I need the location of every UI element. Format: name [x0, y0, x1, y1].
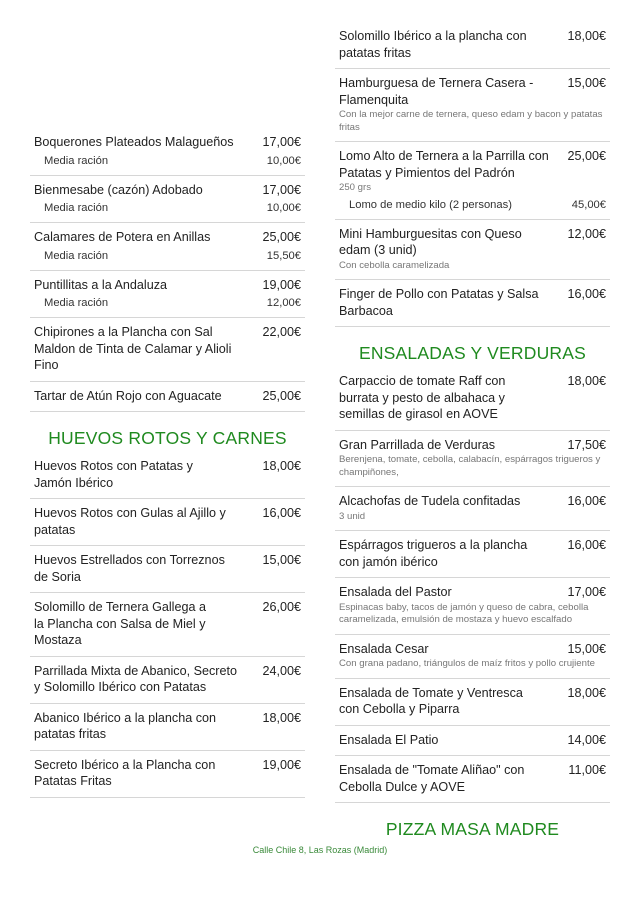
item-price: 24,00€ — [262, 663, 301, 678]
menu-item — [335, 679, 610, 726]
menu-item — [335, 635, 610, 679]
section-title-ensaladas-verduras: ENSALADAS Y VERDURAS — [358, 343, 587, 363]
item-price: 19,00€ — [262, 277, 301, 292]
item-name: Solomillo Ibérico a la plancha con patatas fritas — [339, 29, 527, 60]
item-name: Bienmesabe (cazón) Adobado — [34, 182, 203, 197]
menu-item — [30, 751, 305, 798]
large-portion-label: Lomo de medio kilo (2 personas) — [349, 198, 512, 211]
menu-item — [335, 578, 610, 635]
menu-item — [335, 726, 610, 757]
item-name: Ensalada El Patio — [339, 732, 439, 747]
menu-item — [30, 704, 305, 751]
half-portion-label: Media ración — [44, 154, 109, 167]
menu-item — [335, 487, 610, 531]
item-name: Parrillada Mixta de Abanico, Secreto y Solomillo Ibérico con Patatas — [34, 663, 238, 694]
item-price: 18,00€ — [262, 459, 301, 473]
item-name: Finger de Pollo con Patatas y Salsa Barbacoa — [339, 287, 539, 318]
menu-item — [335, 142, 610, 220]
item-price: 17,00€ — [262, 182, 301, 197]
menu-column-right — [335, 22, 610, 843]
menu-item — [335, 69, 610, 142]
menu-item — [30, 271, 305, 319]
item-name: Carpaccio de tomate Raff con burrata y pesto de albahaca y semillas de girasol en AOVE — [339, 374, 506, 421]
item-price: 16,00€ — [567, 287, 606, 301]
item-name: Chipirones a la Plancha con Sal Maldon de Tinta de Calamar y Alioli Fino — [34, 325, 232, 372]
item-description: Espinacas baby, tacos de jamón y queso de cabra, cebolla caramelizada, emulsión de mostaza y huevo escalfado — [339, 601, 589, 625]
item-name: Mini Hamburguesitas con Queso edam (3 unid) — [339, 226, 522, 257]
item-price: 18,00€ — [567, 685, 606, 700]
menu-item — [335, 756, 610, 803]
item-name: Tartar de Atún Rojo con Aguacate — [34, 388, 222, 403]
item-name: Calamares de Potera en Anillas — [34, 230, 211, 244]
menu-item — [30, 657, 305, 704]
item-price: 15,00€ — [262, 553, 301, 567]
item-price: 16,00€ — [567, 538, 606, 552]
item-description: 3 unid — [339, 510, 366, 522]
item-price: 12,00€ — [567, 226, 606, 241]
item-name: Ensalada del Pastor — [339, 585, 452, 599]
item-name: Gran Parrillada de Verduras — [339, 437, 496, 452]
menu-item — [335, 367, 610, 431]
menu-item — [30, 546, 305, 593]
menu-item — [30, 176, 305, 224]
item-price: 11,00€ — [568, 763, 606, 777]
item-name: Secreto Ibérico a la Plancha con Patatas Fritas — [34, 757, 216, 788]
item-price: 25,00€ — [262, 388, 301, 403]
half-portion-label: Media ración — [44, 202, 109, 214]
half-portion-price: 10,00€ — [266, 154, 301, 167]
item-price: 18,00€ — [567, 374, 606, 388]
menu-item — [30, 223, 305, 271]
item-name: Huevos Rotos con Patatas y Jamón Ibérico — [34, 459, 193, 490]
item-price: 25,00€ — [262, 230, 301, 244]
item-name: Boquerones Plateados Malagueños — [34, 135, 234, 149]
item-name: Ensalada de "Tomate Aliñao" con Cebolla Dulce y AOVE — [339, 763, 525, 794]
section-title-huevos-carnes: HUEVOS ROTOS Y CARNES — [48, 428, 287, 448]
item-name: Lomo Alto de Ternera a la Parrilla con Patatas y Pimientos del Padrón — [339, 149, 549, 180]
item-name: Alcachofas de Tudela confitadas — [339, 494, 521, 508]
half-portion-price: 12,00€ — [266, 297, 301, 309]
menu-column-left — [30, 128, 305, 798]
item-description: 250 grs — [339, 182, 371, 193]
item-description: Con la mejor carne de ternera, queso edam y bacon y patatas fritas — [339, 109, 603, 133]
menu-item — [335, 220, 610, 281]
large-portion-price: 45,00€ — [571, 198, 606, 211]
item-price: 22,00€ — [262, 325, 301, 339]
item-description: Con grana padano, triángulos de maíz fritos y pollo crujiente — [339, 658, 595, 669]
item-price: 17,50€ — [567, 437, 606, 452]
item-price: 15,00€ — [567, 76, 606, 90]
menu-item — [335, 280, 610, 327]
item-price: 19,00€ — [262, 757, 301, 772]
item-name: Ensalada de Tomate y Ventresca con Cebolla y Piparra — [339, 685, 523, 716]
half-portion-price: 15,50€ — [266, 249, 301, 262]
item-name: Solomillo de Ternera Gallega a la Plancha con Salsa de Miel y Mostaza — [34, 600, 206, 647]
item-name: Puntillitas a la Andaluza — [34, 277, 168, 292]
half-portion-price: 10,00€ — [266, 202, 301, 214]
footer-address: Calle Chile 8, Las Rozas (Madrid) — [252, 845, 388, 855]
half-portion-label: Media ración — [44, 297, 109, 309]
menu-item — [335, 431, 610, 488]
item-price: 16,00€ — [567, 494, 606, 508]
item-price: 17,00€ — [567, 585, 606, 599]
item-name: Huevos Estrellados con Torreznos de Soria — [34, 553, 225, 584]
item-description: Con cebolla caramelizada — [339, 259, 450, 271]
section-title-pizza: PIZZA MASA MADRE — [385, 819, 560, 839]
item-price: 25,00€ — [567, 149, 606, 163]
item-name: Ensalada Cesar — [339, 641, 429, 656]
item-description: Berenjena, tomate, cebolla, calabacín, espárragos trigueros y champiñones, — [339, 454, 601, 478]
half-portion-label: Media ración — [44, 249, 109, 262]
menu-item — [335, 22, 610, 69]
menu-item — [335, 531, 610, 578]
menu-item — [30, 318, 305, 382]
item-name: Abanico Ibérico a la plancha con patatas fritas — [34, 710, 217, 741]
item-price: 15,00€ — [567, 641, 606, 656]
item-price: 17,00€ — [262, 135, 301, 149]
item-name: Espárragos trigueros a la plancha con jamón ibérico — [339, 538, 528, 569]
menu-item — [30, 499, 305, 546]
item-price: 18,00€ — [262, 710, 301, 725]
item-name: Hamburguesa de Ternera Casera - Flamenquita — [339, 76, 534, 107]
menu-item — [30, 382, 305, 413]
menu-item — [30, 452, 305, 499]
menu-item — [30, 593, 305, 657]
item-price: 26,00€ — [262, 600, 301, 614]
item-price: 14,00€ — [567, 732, 606, 747]
menu-item — [30, 128, 305, 176]
item-price: 18,00€ — [567, 29, 606, 43]
item-name: Huevos Rotos con Gulas al Ajillo y patatas — [34, 506, 226, 537]
item-price: 16,00€ — [262, 506, 301, 520]
